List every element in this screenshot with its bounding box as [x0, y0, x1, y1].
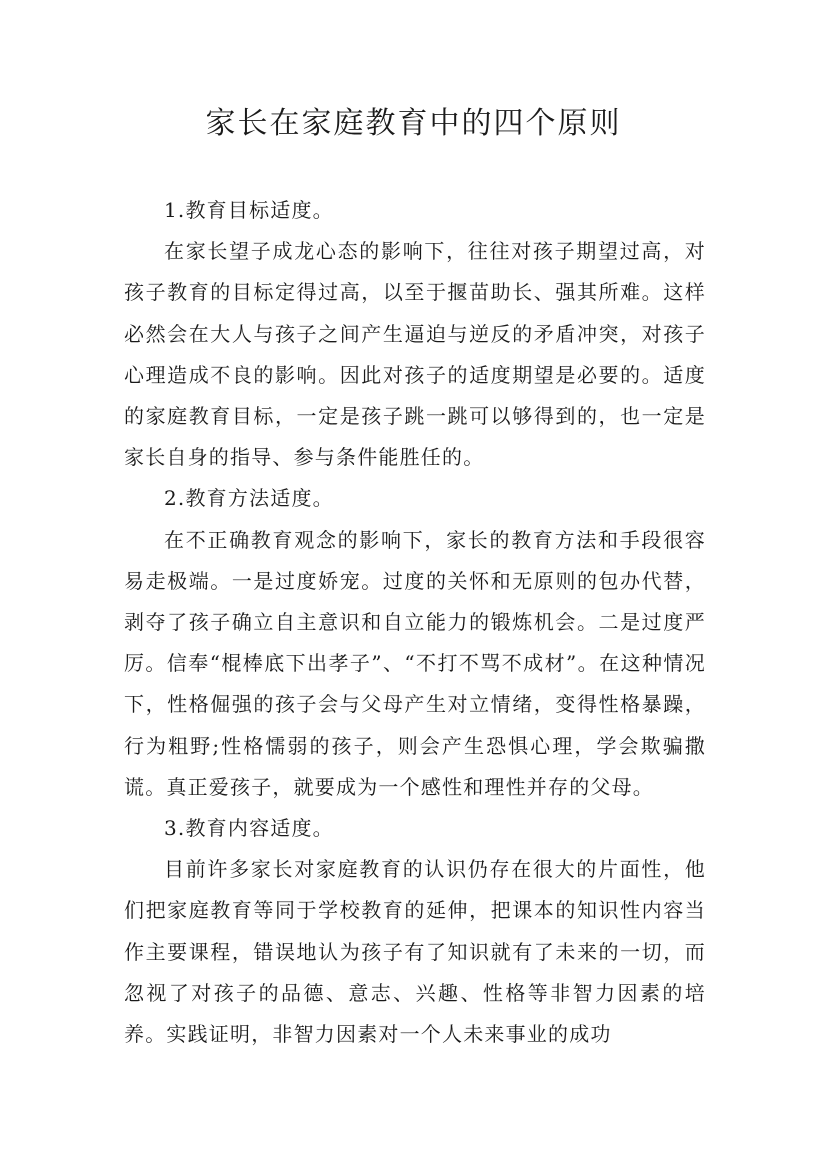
- section-heading-2: 2.教育方法适度。: [164, 486, 334, 511]
- paragraph-1: 在家长望子成龙心态的影响下，往往对孩子期望过高，对孩子教育的目标定得过高，以至于揠苗助长、强其所难。这样必然会在大人与孩子之间产生逼迫与逆反的矛盾冲突，对孩子心理造成不良的影响。因此对孩子的适度期望是必要的。适度的家庭教育目标，一定是孩子跳一跳可以够得到的，也一定是家长自身的指导、参与条件能胜任的。: [124, 239, 706, 470]
- section-heading-3: 3.教育内容适度。: [164, 816, 334, 841]
- paragraph-3: 目前许多家长对家庭教育的认识仍存在很大的片面性，他们把家庭教育等同于学校教育的延伸，把课本的知识性内容当作主要课程，错误地认为孩子有了知识就有了未来的一切，而忽视了对孩子的品德、意志、兴趣、性格等非智力因素的培养。实践证明，非智力因素对一个人未来事业的成功: [124, 857, 706, 1047]
- section-heading-1: 1.教育目标适度。: [164, 198, 334, 222]
- document-title: 家长在家庭教育中的四个原则: [205, 106, 622, 141]
- document-body: [124, 190, 706, 1055]
- paragraph-2: 在不正确教育观念的影响下，家长的教育方法和手段很容易走极端。一是过度娇宠。过度的关怀和无原则的包办代替，剥夺了孩子确立自主意识和自立能力的锻炼机会。二是过度严厉。信奉“棍棒底下出孝子”、“不打不骂不成材”。在这种情况下，性格倔强的孩子会与父母产生对立情绪，变得性格暴躁，行为粗野;性格懦弱的孩子，则会产生恐惧心理，学会欺骗撒谎。真正爱孩子，就要成为一个感性和理性并存的父母。: [124, 527, 706, 799]
